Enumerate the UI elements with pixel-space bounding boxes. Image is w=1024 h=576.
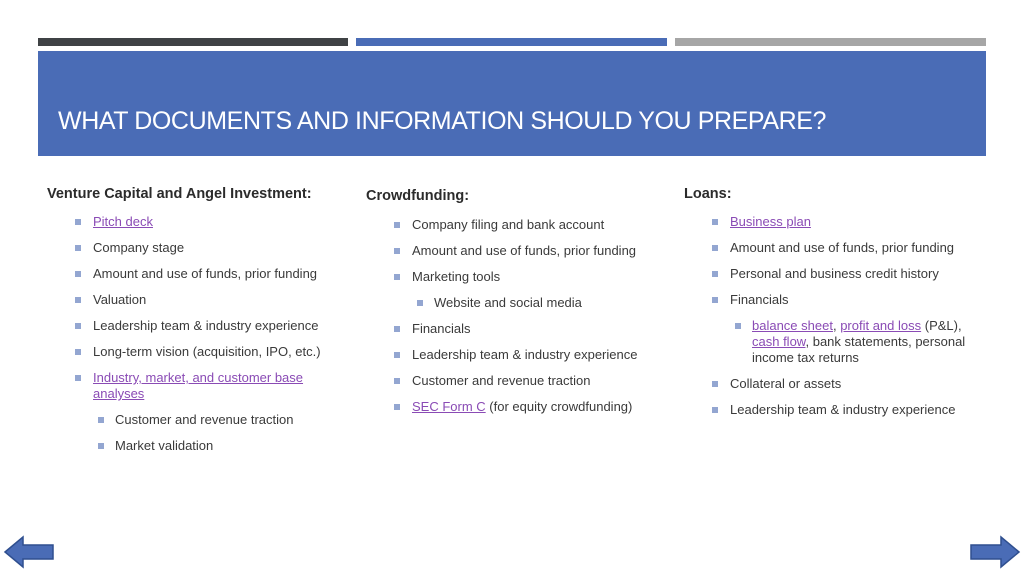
list-item: Financials xyxy=(366,321,671,337)
list-item: Amount and use of funds, prior funding xyxy=(684,240,984,256)
list-item: Market validation xyxy=(47,438,357,454)
balance-sheet-link[interactable]: balance sheet xyxy=(752,318,833,333)
venture-heading: Venture Capital and Angel Investment: xyxy=(47,186,312,202)
list-item: Customer and revenue traction xyxy=(366,373,671,389)
separator-text: , xyxy=(832,318,841,333)
pitch-deck-link[interactable]: Pitch deck xyxy=(93,214,153,229)
list-item: Amount and use of funds, prior funding xyxy=(366,243,671,259)
list-item xyxy=(366,399,671,415)
next-button[interactable] xyxy=(969,535,1021,574)
crowdfunding-column xyxy=(366,186,671,425)
list-item: Leadership team & industry experience xyxy=(684,402,984,418)
list-item xyxy=(47,214,357,230)
crowdfunding-list xyxy=(366,217,671,415)
list-item xyxy=(684,214,984,230)
list-item: Leadership team & industry experience xyxy=(366,347,671,363)
right-arrow-icon xyxy=(969,535,1021,569)
financials-rest-text: , bank statements, personal income tax returns xyxy=(752,334,966,365)
list-item: Valuation xyxy=(47,292,357,308)
list-item: Financials xyxy=(684,292,984,308)
list-item: Customer and revenue traction xyxy=(47,412,357,428)
list-item: Collateral or assets xyxy=(684,376,984,392)
list-item xyxy=(684,318,984,366)
cash-flow-link[interactable]: cash flow xyxy=(752,334,806,349)
list-item xyxy=(47,370,357,402)
crowdfunding-heading: Crowdfunding: xyxy=(366,188,470,204)
pnl-note: (P&L), xyxy=(921,318,962,333)
title-banner xyxy=(38,51,986,156)
top-bar-dark xyxy=(38,38,348,46)
top-bar-blue xyxy=(356,38,667,46)
loans-heading: Loans: xyxy=(684,186,732,202)
list-item: Company stage xyxy=(47,240,357,256)
previous-button[interactable] xyxy=(3,535,55,574)
profit-loss-link[interactable]: profit and loss xyxy=(840,318,922,333)
business-plan-link[interactable]: Business plan xyxy=(730,214,811,229)
analyses-link[interactable]: Industry, market, and customer base analyses xyxy=(93,370,304,401)
sec-form-link[interactable]: SEC Form C xyxy=(412,399,486,414)
loans-list xyxy=(684,214,984,418)
list-item: Amount and use of funds, prior funding xyxy=(47,266,357,282)
list-item: Company filing and bank account xyxy=(366,217,671,233)
sec-form-note: (for equity crowdfunding) xyxy=(485,399,633,414)
loans-column xyxy=(684,186,984,428)
list-item: Marketing tools xyxy=(366,269,671,285)
list-item: Personal and business credit history xyxy=(684,266,984,282)
venture-list xyxy=(47,214,357,454)
top-bar-gray xyxy=(675,38,986,46)
list-item: Leadership team & industry experience xyxy=(47,318,357,334)
list-item: Long-term vision (acquisition, IPO, etc.) xyxy=(47,344,357,360)
list-item: Website and social media xyxy=(366,295,671,311)
page-title: WHAT DOCUMENTS AND INFORMATION SHOULD YOU PREPARE? xyxy=(58,107,827,135)
venture-column xyxy=(47,186,357,464)
left-arrow-icon xyxy=(3,535,55,569)
